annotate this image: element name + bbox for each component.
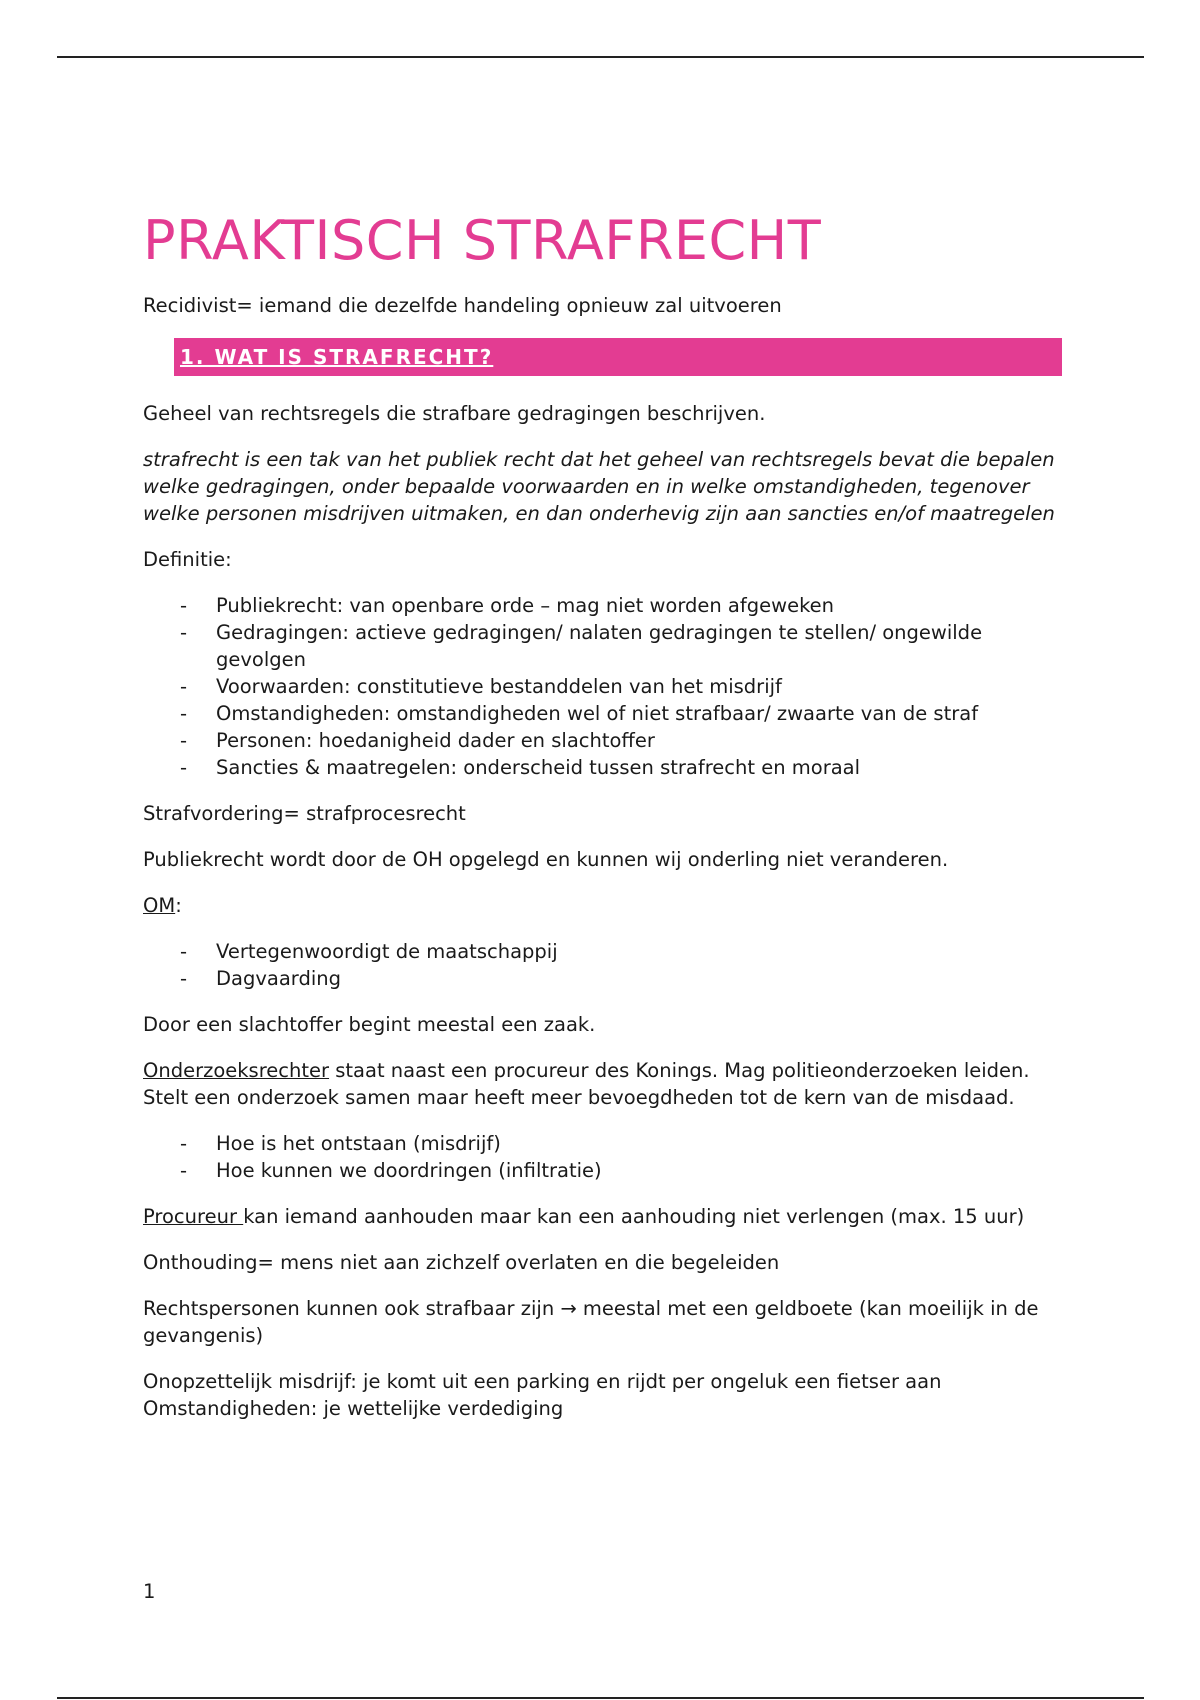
procureur-paragraph bbox=[143, 1203, 1063, 1230]
list-item: - Sancties & maatregelen: onderscheid tussen strafrecht en moraal bbox=[143, 754, 1063, 781]
list-item: - Publiekrecht: van openbare orde – mag niet worden afgeweken bbox=[143, 592, 1063, 619]
section-heading-banner bbox=[174, 338, 1062, 376]
procureur-text: kan iemand aanhouden maar kan een aanhouding niet verlengen (max. 15 uur) bbox=[243, 1205, 1025, 1228]
list-item: - Hoe is het ontstaan (misdrijf) bbox=[143, 1130, 1063, 1157]
om-label: OM bbox=[143, 894, 176, 917]
onopzettelijk-paragraph bbox=[143, 1368, 1063, 1422]
document-body bbox=[143, 210, 1063, 1441]
list-item: - Voorwaarden: constitutieve bestanddelen van het misdrijf bbox=[143, 673, 1063, 700]
omstandigheden-text: Omstandigheden: je wettelijke verdediging bbox=[143, 1397, 564, 1420]
om-label-line bbox=[143, 892, 1063, 919]
page-number: 1 bbox=[143, 1580, 156, 1603]
list-item: - Vertegenwoordigt de maatschappij bbox=[143, 938, 1063, 965]
list-item: - Dagvaarding bbox=[143, 965, 1063, 992]
om-list bbox=[143, 938, 1063, 992]
procureur-label: Procureur bbox=[143, 1205, 244, 1228]
section-heading: 1. WAT IS STRAFRECHT? bbox=[180, 345, 494, 369]
header-rule bbox=[57, 56, 1144, 58]
slachtoffer-paragraph: Door een slachtoffer begint meestal een zaak. bbox=[143, 1013, 596, 1036]
onderzoeksrechter-paragraph bbox=[143, 1057, 1063, 1111]
publiekrecht-paragraph: Publiekrecht wordt door de OH opgelegd en kunnen wij onderling niet veranderen. bbox=[143, 848, 949, 871]
footer-rule bbox=[57, 1697, 1144, 1699]
definitie-list bbox=[143, 592, 1063, 781]
strafvordering-paragraph: Strafvordering= strafprocesrecht bbox=[143, 802, 466, 825]
list-item: - Personen: hoedanigheid dader en slachtoffer bbox=[143, 727, 1063, 754]
list-item: - Gedragingen: actieve gedragingen/ nalaten gedragingen te stellen/ ongewilde gevolgen bbox=[143, 619, 1063, 673]
list-item: - Hoe kunnen we doordringen (infiltratie) bbox=[143, 1157, 1063, 1184]
onderzoeksrechter-label: Onderzoeksrechter bbox=[143, 1059, 330, 1082]
onopzettelijk-text: Onopzettelijk misdrijf: je komt uit een parking en rijdt per ongeluk een fietser aan bbox=[143, 1370, 942, 1393]
onthouding-paragraph: Onthouding= mens niet aan zichzelf overlaten en die begeleiden bbox=[143, 1251, 780, 1274]
geheel-paragraph: Geheel van rechtsregels die strafbare gedragingen beschrijven. bbox=[143, 402, 766, 425]
list-item: - Omstandigheden: omstandigheden wel of niet strafbaar/ zwaarte van de straf bbox=[143, 700, 1063, 727]
rechtspersonen-paragraph: Rechtspersonen kunnen ook strafbaar zijn → meestal met een geldboete (kan moeilijk in de gevangenis) bbox=[143, 1297, 1039, 1347]
strafrecht-definition: strafrecht is een tak van het publiek recht dat het geheel van rechtsregels bevat die bepalen welke gedragingen, onder bepaalde voorwaarden en in welke omstandigheden, tegenover welke personen misdrijven uitmaken, en dan onderhevig zijn aan sancties en/of maatregelen bbox=[143, 448, 1055, 525]
onderzoek-list bbox=[143, 1130, 1063, 1184]
onderzoeksrechter-text: staat naast een procureur des Konings. Mag politieonderzoeken leiden. Stelt een onderzoek samen maar heeft meer bevoegdheden tot de kern van de misdaad. bbox=[143, 1059, 1030, 1109]
page-title: PRAKTISCH STRAFRECHT bbox=[143, 209, 822, 272]
om-colon: : bbox=[175, 894, 182, 917]
definitie-label: Definitie: bbox=[143, 548, 232, 571]
recidivist-definition: Recidivist= iemand die dezelfde handeling opnieuw zal uitvoeren bbox=[143, 294, 782, 317]
